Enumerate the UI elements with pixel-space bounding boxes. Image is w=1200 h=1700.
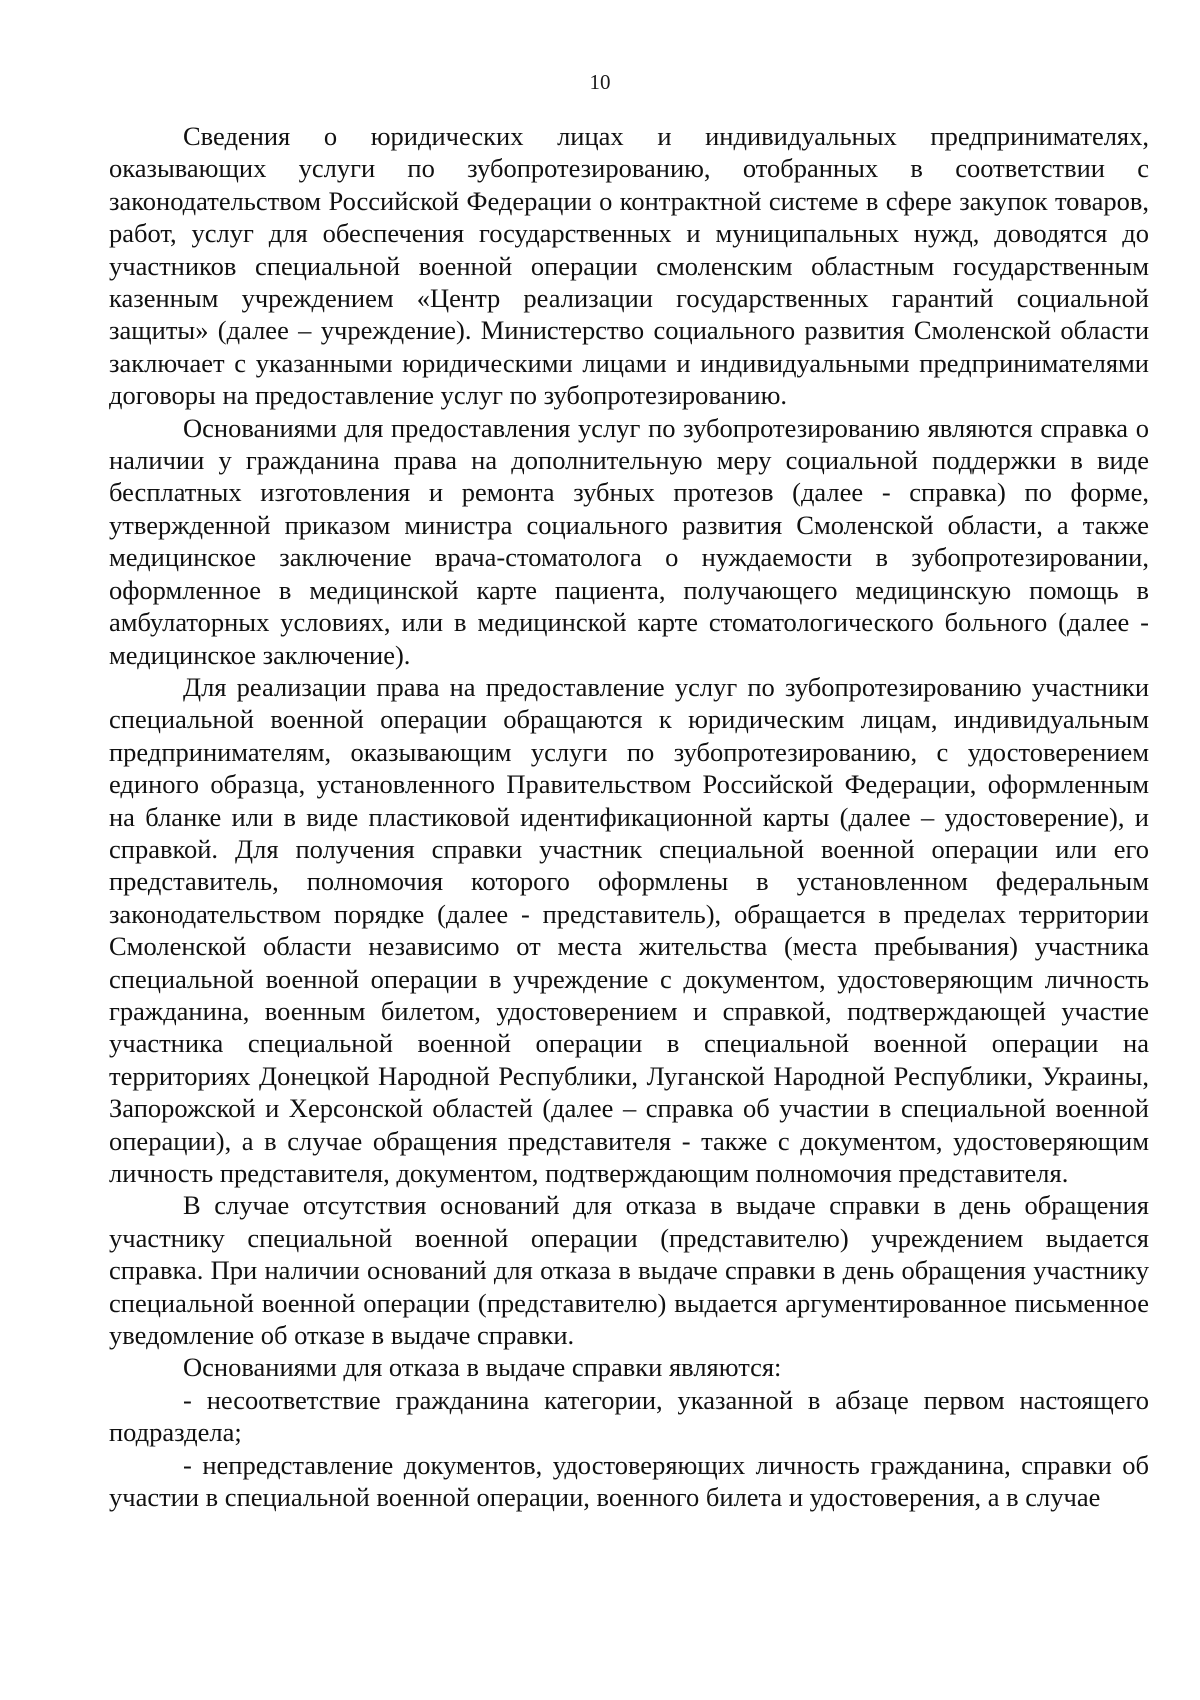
paragraph-procedure-for-certificate: Для реализации права на предоставление услуг по зубопротезированию участники специальной военной операции обращаются к юридическим лицам, индивидуальным предпринимателям, оказывающим услуги по зубопротезированию, с удостоверением единого образца, установленного Правительством Российской Федерации, оформленным на бланке или в виде пластиковой идентификационной карты (далее – удостоверение), и справкой. Для получения справки участник специальной военной операции или его представитель, полномочия которого оформлены в установленном федеральным законодательством порядке (далее - представитель), обращается в пределах территории Смоленской области независимо от места жительства (места пребывания) участника специальной военной операции в учреждение с документом, удостоверяющим личность гражданина, военным билетом, удостоверением и справкой, подтверждающей участие участника специальной военной операции в специальной военной операции на территориях Донецкой Народной Республики, Луганской Народной Республики, Украины, Запорожской и Херсонской областей (далее – справка об участии в специальной военной операции), а в случае обращения представителя - также с документом, удостоверяющим личность представителя, документом, подтверждающим полномочия представителя. — [109, 671, 1149, 1188]
list-item-missing-documents: - непредставление документов, удостоверяющих личность гражданина, справки об участии в специальной военной операции, военного билета и удостоверения, а в случае — [109, 1449, 1149, 1513]
paragraph-dental-providers-info: Сведения о юридических лицах и индивидуальных предпринимателях, оказывающих услуги по зубопротезированию, отобранных в соответствии с законодательством Российской Федерации о контрактной системе в сфере закупок товаров, работ, услуг для обеспечения государственных и муниципальных нужд, доводятся до участников специальной военной операции смоленским областным государственным казенным учреждением «Центр реализации государственных гарантий социальной защиты» (далее – учреждение). Министерство социального развития Смоленской области заключает с указанными юридическими лицами и индивидуальными предпринимателями договоры на предоставление услуг по зубопротезированию. — [109, 121, 1149, 411]
document-body — [109, 120, 1149, 1513]
paragraph-refusal-grounds-heading: Основаниями для отказа в выдаче справки являются: — [183, 1352, 782, 1383]
paragraph-grounds-for-services: Основаниями для предоставления услуг по зубопротезированию являются справка о наличии у гражданина права на дополнительную меру социальной поддержки в виде бесплатных изготовления и ремонта зубных протезов (далее - справка) по форме, утвержденной приказом министра социального развития Смоленской области, а также медицинское заключение врача-стоматолога о нуждаемости в зубопротезировании, оформленное в медицинской карте пациента, получающего медицинскую помощь в амбулаторных условиях, или в медицинской карте стоматологического больного (далее - медицинское заключение). — [109, 412, 1149, 670]
page-number: 10 — [589, 70, 611, 94]
paragraph-issuance-or-refusal: В случае отсутствия оснований для отказа в выдаче справки в день обращения участнику специальной военной операции (представителю) учреждением выдается справка. При наличии оснований для отказа в выдаче справки в день обращения участнику специальной военной операции (представителю) выдается аргументированное письменное уведомление об отказе в выдаче справки. — [109, 1190, 1149, 1351]
list-item-category-mismatch: - несоответствие гражданина категории, указанной в абзаце первом настоящего подраздела; — [109, 1384, 1149, 1448]
